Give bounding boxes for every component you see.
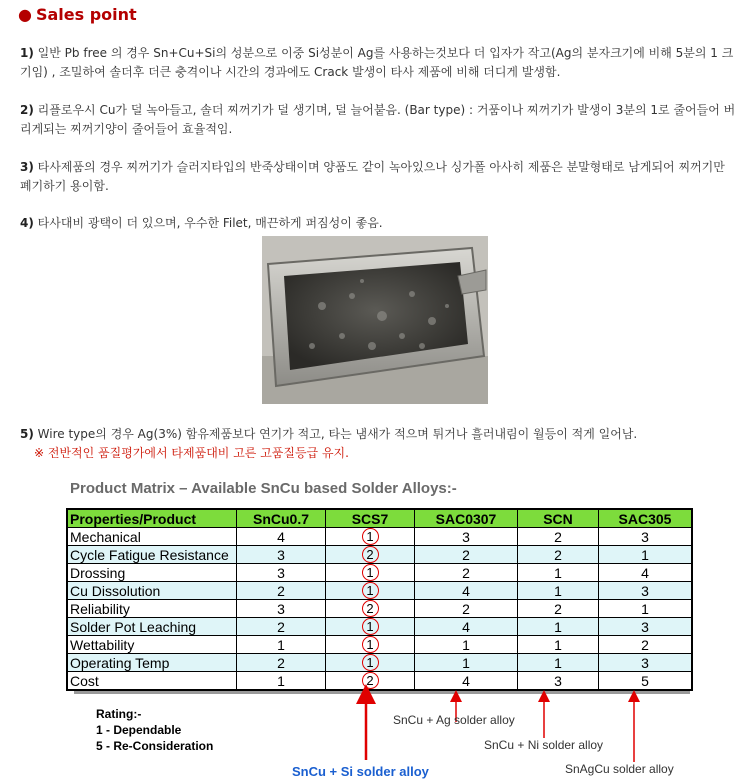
circled-rating: 1: [362, 528, 379, 545]
rating-cell: 4: [599, 564, 693, 582]
rating-cell: 1: [415, 654, 518, 672]
header-properties: Properties/Product: [67, 509, 237, 528]
property-cell: Cost: [67, 672, 237, 691]
scs7-rating-cell: [326, 636, 415, 654]
table-row: [67, 600, 692, 618]
table-row: [67, 672, 692, 691]
property-cell: Reliability: [67, 600, 237, 618]
circled-rating: 1: [362, 618, 379, 635]
page-title: ● Sales point: [18, 5, 137, 24]
scs7-rating-cell: [326, 618, 415, 636]
sales-point-1: 1) 일반 Pb free 의 경우 Sn+Cu+Si의 성분으로 이중 Si성분이 Ag를 사용하는것보다 더 입자가 작고(Ag의 분자크기에 비해 5분의 1 크기임) , 조밀하여 솔더후 더큰 충격이나 시간의 경과에도 Crack 발생이 타사 제품에 비해 더디게 발생함.: [20, 46, 734, 79]
sales-point-2: 2) 리플로우시 Cu가 덜 녹아들고, 솔더 찌꺼기가 덜 생기며, 덜 늘어붙음. (Bar type) : 거품이나 찌꺼기가 발생이 3분의 1로 줄어들어 버리게되는 찌꺼기양이 줄어들어 효율적임.: [20, 103, 736, 136]
rating-cell: 2: [237, 582, 326, 600]
rating-cell: 5: [599, 672, 693, 691]
rating-cell: 2: [415, 564, 518, 582]
rating-cell: 1: [518, 618, 599, 636]
rating-cell: 3: [237, 564, 326, 582]
rating-cell: 3: [237, 546, 326, 564]
circled-rating: 1: [362, 636, 379, 653]
header-sac305: SAC305: [599, 509, 693, 528]
table-row: [67, 564, 692, 582]
circled-rating: 2: [362, 546, 379, 563]
rating-heading: Rating:-: [96, 707, 142, 721]
product-matrix-table: [66, 508, 693, 691]
rating-cell: 1: [237, 636, 326, 654]
rating-cell: 1: [518, 654, 599, 672]
rating-cell: 3: [599, 654, 693, 672]
rating-cell: 1: [237, 672, 326, 691]
scs7-rating-cell: [326, 654, 415, 672]
table-row: [67, 654, 692, 672]
dross-tray-image: [262, 236, 488, 404]
rating-cell: 4: [415, 672, 518, 691]
circled-rating: 2: [362, 672, 379, 689]
table-row: [67, 528, 692, 546]
rating-cell: 3: [415, 528, 518, 546]
scs7-rating-cell: [326, 528, 415, 546]
scs7-rating-cell: [326, 582, 415, 600]
rating-cell: 3: [518, 672, 599, 691]
header-sncu07: SnCu0.7: [237, 509, 326, 528]
rating-cell: 1: [415, 636, 518, 654]
rating-line-1: 1 - Dependable: [96, 723, 182, 737]
property-cell: Solder Pot Leaching: [67, 618, 237, 636]
sales-point-5: 5) Wire type의 경우 Ag(3%) 함유제품보다 연기가 적고, 타는 냄새가 적으며 튀거나 흘러내림이 월등이 적게 일어남.: [20, 427, 638, 441]
property-cell: Cu Dissolution: [67, 582, 237, 600]
rating-cell: 2: [237, 618, 326, 636]
scs7-rating-cell: [326, 546, 415, 564]
dross-tray-photo: [262, 236, 488, 404]
circled-rating: 1: [362, 654, 379, 671]
rating-cell: 4: [415, 618, 518, 636]
matrix-title: Product Matrix – Available SnCu based Solder Alloys:-: [70, 480, 457, 497]
rating-cell: 3: [599, 582, 693, 600]
rating-cell: 2: [599, 636, 693, 654]
property-cell: Drossing: [67, 564, 237, 582]
quality-note: ※ 전반적인 품질평가에서 타제품대비 고른 고품질등급 유지.: [34, 446, 349, 460]
rating-line-2: 5 - Re-Consideration: [96, 739, 214, 753]
rating-cell: 2: [518, 546, 599, 564]
property-cell: Cycle Fatigue Resistance: [67, 546, 237, 564]
scs7-rating-cell: [326, 564, 415, 582]
rating-cell: 4: [237, 528, 326, 546]
table-header-row: [67, 509, 692, 528]
property-cell: Mechanical: [67, 528, 237, 546]
sales-point-4: 4) 타사대비 광택이 더 있으며, 우수한 Filet, 매끈하게 퍼짐성이 좋음.: [20, 216, 383, 230]
circled-rating: 2: [362, 600, 379, 617]
bullet-icon: ●: [18, 5, 32, 24]
label-scs7: SnCu + Si solder alloy: [292, 764, 429, 779]
table-row: [67, 636, 692, 654]
rating-cell: 3: [599, 528, 693, 546]
label-sac0307: SnCu + Ag solder alloy: [393, 713, 515, 727]
rating-cell: 1: [599, 546, 693, 564]
rating-cell: 2: [415, 546, 518, 564]
rating-cell: 1: [518, 564, 599, 582]
header-scn: SCN: [518, 509, 599, 528]
rating-cell: 4: [415, 582, 518, 600]
property-cell: Operating Temp: [67, 654, 237, 672]
circled-rating: 1: [362, 564, 379, 581]
scs7-rating-cell: [326, 600, 415, 618]
rating-cell: 1: [518, 582, 599, 600]
rating-cell: 1: [599, 600, 693, 618]
rating-legend: [96, 706, 213, 754]
table-row: [67, 546, 692, 564]
sales-point-3: 3) 타사제품의 경우 찌꺼기가 슬러지타입의 반죽상태이며 양품도 같이 녹아있으나 싱가폴 아사히 제품은 분말형태로 남게되어 찌꺼기만 폐기하기 용이함.: [20, 160, 725, 193]
table-row: [67, 618, 692, 636]
circled-rating: 1: [362, 582, 379, 599]
rating-cell: 3: [237, 600, 326, 618]
property-cell: Wettability: [67, 636, 237, 654]
label-sac305: SnAgCu solder alloy: [565, 762, 674, 776]
header-sac0307: SAC0307: [415, 509, 518, 528]
rating-cell: 2: [518, 600, 599, 618]
table-row: [67, 582, 692, 600]
rating-cell: 2: [237, 654, 326, 672]
rating-cell: 3: [599, 618, 693, 636]
table-body: [67, 528, 692, 691]
scs7-rating-cell: [326, 672, 415, 691]
rating-cell: 2: [415, 600, 518, 618]
label-scn: SnCu + Ni solder alloy: [484, 738, 604, 752]
header-scs7: SCS7: [326, 509, 415, 528]
rating-cell: 2: [518, 528, 599, 546]
rating-cell: 1: [518, 636, 599, 654]
